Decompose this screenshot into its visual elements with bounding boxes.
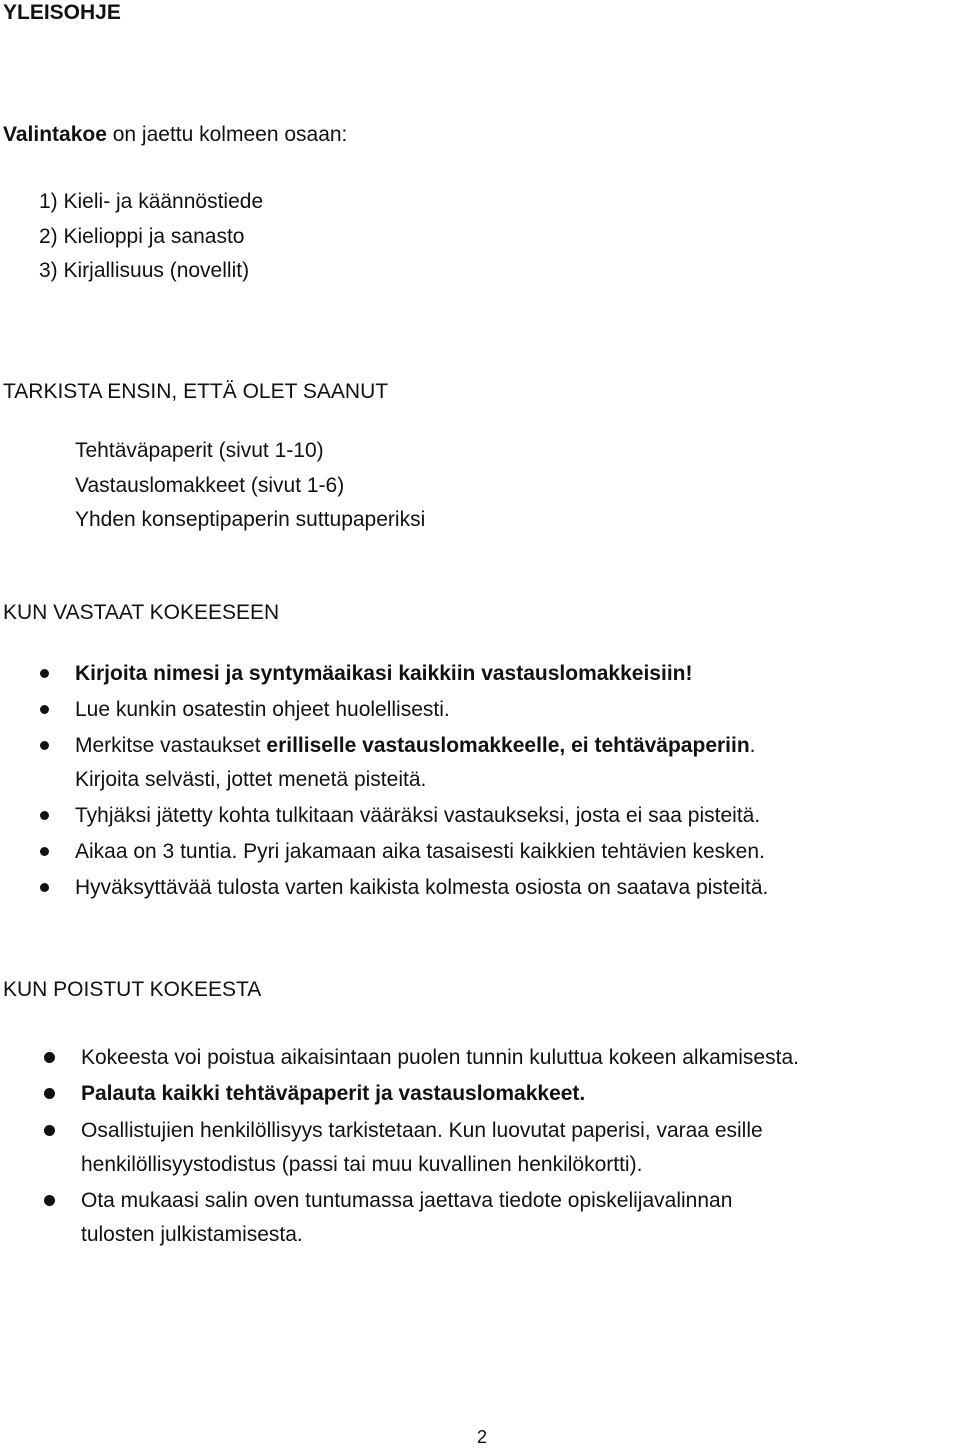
check-item-2: Vastauslomakkeet (sivut 1-6) xyxy=(75,474,345,497)
bullet-icon xyxy=(40,669,49,678)
intro-bold: Valintakoe xyxy=(3,123,107,146)
answering-item-5: Aikaa on 3 tuntia. Pyri jakamaan aika tasaisesti kaikkien tehtävien kesken. xyxy=(75,840,765,863)
answering-item-3-a: Merkitse vastaukset xyxy=(75,734,267,757)
bullet-icon xyxy=(40,741,49,750)
section-item-2: 2) Kielioppi ja sanasto xyxy=(39,225,245,248)
bullet-icon xyxy=(40,847,49,856)
answering-item-3-bold: erilliselle vastauslomakkeelle, ei tehtäväpaperiin xyxy=(266,734,750,757)
bullet-icon xyxy=(44,1125,55,1136)
answering-item-4: Tyhjäksi jätetty kohta tulkitaan vääräksi vastaukseksi, josta ei saa pisteitä. xyxy=(75,804,761,827)
bullet-icon xyxy=(44,1088,55,1099)
check-item-3: Yhden konseptipaperin suttupaperiksi xyxy=(75,508,426,531)
leaving-item-4: Ota mukaasi salin oven tuntumassa jaettava tiedote opiskelijavalinnan xyxy=(81,1189,733,1212)
bullet-icon xyxy=(40,883,49,892)
page-number: 2 xyxy=(477,1427,488,1447)
leaving-item-3-line-2: henkilöllisyystodistus (passi tai muu kuvallinen henkilökortti). xyxy=(81,1153,643,1176)
leaving-item-1: Kokeesta voi poistua aikaisintaan puolen tunnin kuluttua kokeen alkamisesta. xyxy=(81,1046,799,1069)
answering-item-2: Lue kunkin osatestin ohjeet huolellisesti. xyxy=(75,698,450,721)
intro-line xyxy=(3,122,347,148)
answering-item-6: Hyväksyttävää tulosta varten kaikista kolmesta osiosta on saatava pisteitä. xyxy=(75,876,769,899)
answering-item-3-line-2: Kirjoita selvästi, jottet menetä pisteitä. xyxy=(75,768,427,791)
answering-heading: KUN VASTAAT KOKEESEEN xyxy=(3,601,280,624)
leaving-item-2: Palauta kaikki tehtäväpaperit ja vastauslomakkeet. xyxy=(81,1082,586,1105)
check-item-1: Tehtäväpaperit (sivut 1-10) xyxy=(75,439,324,462)
leaving-item-4-line-2: tulosten julkistamisesta. xyxy=(81,1223,303,1246)
intro-rest: on jaettu kolmeen osaan: xyxy=(106,123,348,146)
page-title: YLEISOHJE xyxy=(3,1,121,24)
answering-item-3-c: . xyxy=(749,734,756,757)
answering-item-3 xyxy=(75,733,756,759)
section-item-3: 3) Kirjallisuus (novellit) xyxy=(39,259,250,282)
bullet-icon xyxy=(40,705,49,714)
bullet-icon xyxy=(44,1052,55,1063)
answering-item-1: Kirjoita nimesi ja syntymäaikasi kaikkiin vastauslomakkeisiin! xyxy=(75,662,693,685)
leaving-item-3: Osallistujien henkilöllisyys tarkistetaan. Kun luovutat paperisi, varaa esille xyxy=(81,1119,763,1142)
check-heading: TARKISTA ENSIN, ETTÄ OLET SAANUT xyxy=(3,380,389,403)
bullet-icon xyxy=(40,811,49,820)
section-item-1: 1) Kieli- ja käännöstiede xyxy=(39,190,264,213)
bullet-icon xyxy=(44,1195,55,1206)
leaving-heading: KUN POISTUT KOKEESTA xyxy=(3,978,262,1001)
